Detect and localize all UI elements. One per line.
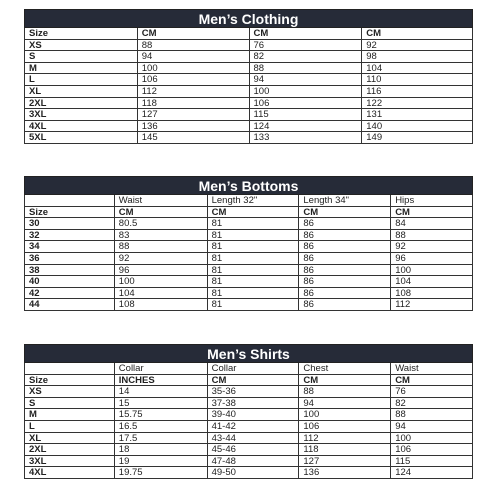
table-row [24,409,473,421]
table-cell: 81 [208,288,300,299]
table-cell: 92 [115,253,208,264]
table-cell: 100 [250,86,363,97]
table-cell: 16.5 [115,421,208,432]
table-cell: 86 [299,241,391,252]
table-cell: 116 [362,86,473,97]
table-cell: 136 [138,121,250,132]
table-row [24,421,473,433]
table-cell: 108 [391,288,473,299]
table-cell: S [25,398,115,409]
table-cell [25,363,115,374]
table-row [24,40,473,52]
table-cell: 104 [115,288,208,299]
table-cell: CM [391,375,473,386]
table-cell: 76 [391,386,473,397]
table-cell: 17.5 [115,433,208,444]
table-cell: CM [299,375,391,386]
table-cell: 38 [25,265,115,276]
table-cell: 100 [299,409,391,420]
table-cell: 88 [115,241,208,252]
table-cell: 96 [391,253,473,264]
table-cell: M [25,63,138,74]
table-cell: 40 [25,276,115,287]
table-cell: 94 [138,51,250,62]
table-cell: 112 [299,433,391,444]
table-cell: Waist [391,363,473,374]
table-cell: 81 [208,218,300,229]
table-title: Men’s Bottoms [24,176,473,195]
table-cell: 15 [115,398,208,409]
column-header-row [24,207,473,219]
table-cell: 140 [362,121,473,132]
table-cell: 36 [25,253,115,264]
table-cell: 104 [362,63,473,74]
table-cell: 100 [115,276,208,287]
mens-bottoms-table [24,176,473,311]
table-cell: 86 [299,276,391,287]
table-row [24,444,473,456]
table-row [24,386,473,398]
table-row [24,299,473,311]
table-cell: 18 [115,444,208,455]
table-cell: XL [25,433,115,444]
table-cell: CM [391,207,473,218]
table-cell: Length 32" [208,195,300,206]
table-cell: 92 [362,40,473,51]
table-cell: Size [25,207,115,218]
table-cell: CM [250,28,363,39]
table-cell: 34 [25,241,115,252]
table-cell: 44 [25,299,115,310]
table-cell: CM [138,28,250,39]
table-cell: 118 [138,98,250,109]
table-cell: XL [25,86,138,97]
table-cell [25,195,115,206]
table-cell: 149 [362,132,473,143]
table-row [24,121,473,133]
table-row [24,98,473,110]
table-cell: 127 [299,456,391,467]
table-cell: 3XL [25,109,138,120]
table-cell: CM [115,207,208,218]
table-cell: M [25,409,115,420]
table-cell: 81 [208,241,300,252]
table-cell: CM [208,207,300,218]
table-row [24,433,473,445]
table-cell: 81 [208,253,300,264]
table-cell: 43-44 [208,433,300,444]
table-cell: 2XL [25,98,138,109]
table-cell: 124 [391,467,473,478]
table-cell: Length 34" [299,195,391,206]
table-cell: 98 [362,51,473,62]
table-cell: 136 [299,467,391,478]
table-cell: 84 [391,218,473,229]
table-cell: 2XL [25,444,115,455]
table-cell: 45-46 [208,444,300,455]
table-cell: 88 [138,40,250,51]
table-row [24,456,473,468]
table-cell: 94 [250,74,363,85]
table-cell: 88 [391,409,473,420]
table-row [24,218,473,230]
table-cell: 106 [299,421,391,432]
table-row [24,276,473,288]
table-cell: 81 [208,299,300,310]
table-cell: 83 [115,230,208,241]
table-cell: 108 [115,299,208,310]
table-cell: S [25,51,138,62]
table-cell: CM [299,207,391,218]
table-cell: 112 [391,299,473,310]
table-cell: 115 [391,456,473,467]
table-cell: Size [25,375,115,386]
table-row [24,63,473,75]
table-row [24,86,473,98]
column-header-row [24,375,473,387]
table-cell: Size [25,28,138,39]
table-cell: 133 [250,132,363,143]
table-row [24,253,473,265]
mens-clothing-table [24,9,473,144]
table-cell: 106 [138,74,250,85]
table-cell: CM [362,28,473,39]
table-cell: 88 [250,63,363,74]
table-row [24,74,473,86]
table-cell: 30 [25,218,115,229]
table-row [24,241,473,253]
table-cell: Hips [391,195,473,206]
table-cell: Waist [115,195,208,206]
table-cell: 14 [115,386,208,397]
table-cell: 94 [391,421,473,432]
table-cell: 100 [391,265,473,276]
table-cell: 4XL [25,121,138,132]
table-row [24,132,473,144]
table-cell: 88 [299,386,391,397]
table-cell: 86 [299,253,391,264]
table-row [24,265,473,277]
table-cell: 104 [391,276,473,287]
table-cell: CM [208,375,300,386]
table-cell: 145 [138,132,250,143]
table-cell: 5XL [25,132,138,143]
table-cell: 35-36 [208,386,300,397]
table-cell: 100 [391,433,473,444]
table-cell: 92 [391,241,473,252]
table-cell: 96 [115,265,208,276]
table-cell: 88 [391,230,473,241]
table-cell: 81 [208,230,300,241]
table-cell: 131 [362,109,473,120]
table-cell: 106 [391,444,473,455]
table-cell: 82 [391,398,473,409]
table-row [24,467,473,479]
table-cell: 82 [250,51,363,62]
table-cell: 86 [299,299,391,310]
table-cell: 76 [250,40,363,51]
table-title: Men’s Shirts [24,344,473,363]
table-cell: 81 [208,265,300,276]
table-cell: Chest [299,363,391,374]
table-row [24,51,473,63]
table-cell: 94 [299,398,391,409]
table-cell: 47-48 [208,456,300,467]
table-cell: 81 [208,276,300,287]
table-cell: 3XL [25,456,115,467]
table-title: Men’s Clothing [24,9,473,28]
table-cell: 115 [250,109,363,120]
column-subheader-row [24,363,473,375]
table-cell: XS [25,386,115,397]
table-cell: 118 [299,444,391,455]
table-cell: 15.75 [115,409,208,420]
table-cell: 106 [250,98,363,109]
table-cell: 124 [250,121,363,132]
table-cell: 122 [362,98,473,109]
table-cell: 112 [138,86,250,97]
table-cell: 100 [138,63,250,74]
column-header-row [24,28,473,40]
table-cell: Collar [115,363,208,374]
table-cell: 86 [299,265,391,276]
table-cell: L [25,74,138,85]
column-subheader-row [24,195,473,207]
table-cell: 41-42 [208,421,300,432]
table-cell: 80.5 [115,218,208,229]
table-row [24,230,473,242]
table-cell: L [25,421,115,432]
table-cell: 32 [25,230,115,241]
table-cell: 86 [299,218,391,229]
table-cell: 49-50 [208,467,300,478]
table-cell: 127 [138,109,250,120]
mens-shirts-table [24,344,473,479]
table-cell: XS [25,40,138,51]
table-cell: 39-40 [208,409,300,420]
table-row [24,398,473,410]
table-cell: 19 [115,456,208,467]
table-cell: 37-38 [208,398,300,409]
table-cell: 19.75 [115,467,208,478]
table-cell: 4XL [25,467,115,478]
table-cell: 42 [25,288,115,299]
table-row [24,288,473,300]
table-row [24,109,473,121]
table-cell: 86 [299,288,391,299]
table-cell: INCHES [115,375,208,386]
table-cell: 86 [299,230,391,241]
table-cell: 110 [362,74,473,85]
table-cell: Collar [208,363,300,374]
